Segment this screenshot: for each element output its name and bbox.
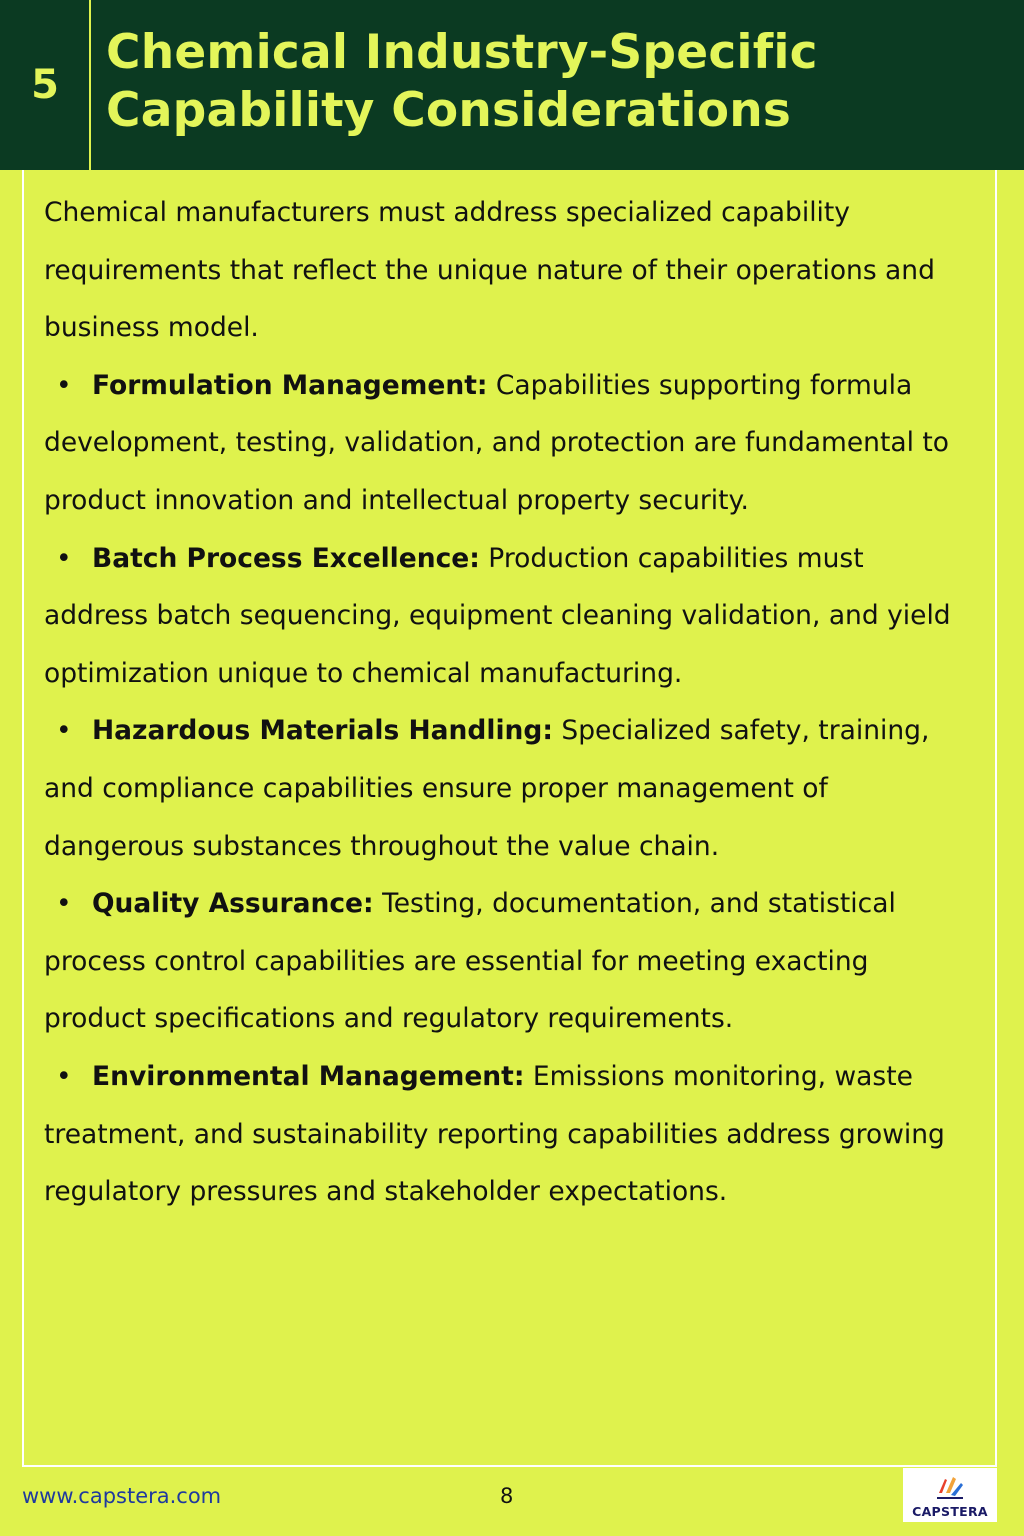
bullet-heading: Batch Process Excellence: [92,542,480,574]
bullet-heading: Quality Assurance: [92,888,374,920]
content-body [44,184,974,1221]
title-line-2: Capability Considerations [106,83,792,138]
bullet-text: Emissions monitoring, waste treatment, and sustainability reporting capabilities address growing regulatory pressures and stakeholder expectations. [44,1060,945,1208]
bullet-marker: • [56,715,72,747]
bullet-item [44,530,974,703]
bullet-heading: Hazardous Materials Handling: [92,715,553,747]
bullet-marker: • [56,369,72,401]
bullet-marker: • [56,542,72,574]
capstera-logo [903,1468,997,1522]
bullet-heading: Formulation Management: [92,369,488,401]
page-number: 8 [500,1484,514,1508]
bullet-item [44,875,974,1048]
bullet-text: Capabilities supporting formula development, testing, validation, and protection are fundamental to product innovation and intellectual property security. [44,369,949,516]
bullet-item [44,702,974,875]
intro-paragraph: Chemical manufacturers must address specialized capability requirements that reflect the unique nature of their operations and business model. [44,197,935,344]
bullet-marker: • [56,888,72,920]
logo-mark-icon [933,1471,967,1501]
header-divider [89,0,91,170]
title-line-1: Chemical Industry-Specific [106,25,818,80]
bullet-list [44,357,974,1221]
bullet-item [44,1048,974,1221]
page-title [106,24,818,140]
page-header [0,0,1024,170]
bullet-item [44,357,974,530]
bullet-heading: Environmental Management: [92,1060,525,1092]
section-number: 5 [31,62,59,108]
bullet-text: Production capabilities must address batch sequencing, equipment cleaning validation, and yield optimization unique to chemical manufacturing. [44,542,951,689]
bullet-text: Testing, documentation, and statistical process control capabilities are essential for meeting exacting product specifications and regulatory requirements. [44,888,896,1035]
bullet-marker: • [56,1060,72,1092]
logo-text: CAPSTERA [912,1504,988,1519]
footer-website-link[interactable]: www.capstera.com [22,1484,222,1508]
bullet-text: Specialized safety, training, and compliance capabilities ensure proper management of dangerous substances throughout the value chain. [44,715,930,862]
